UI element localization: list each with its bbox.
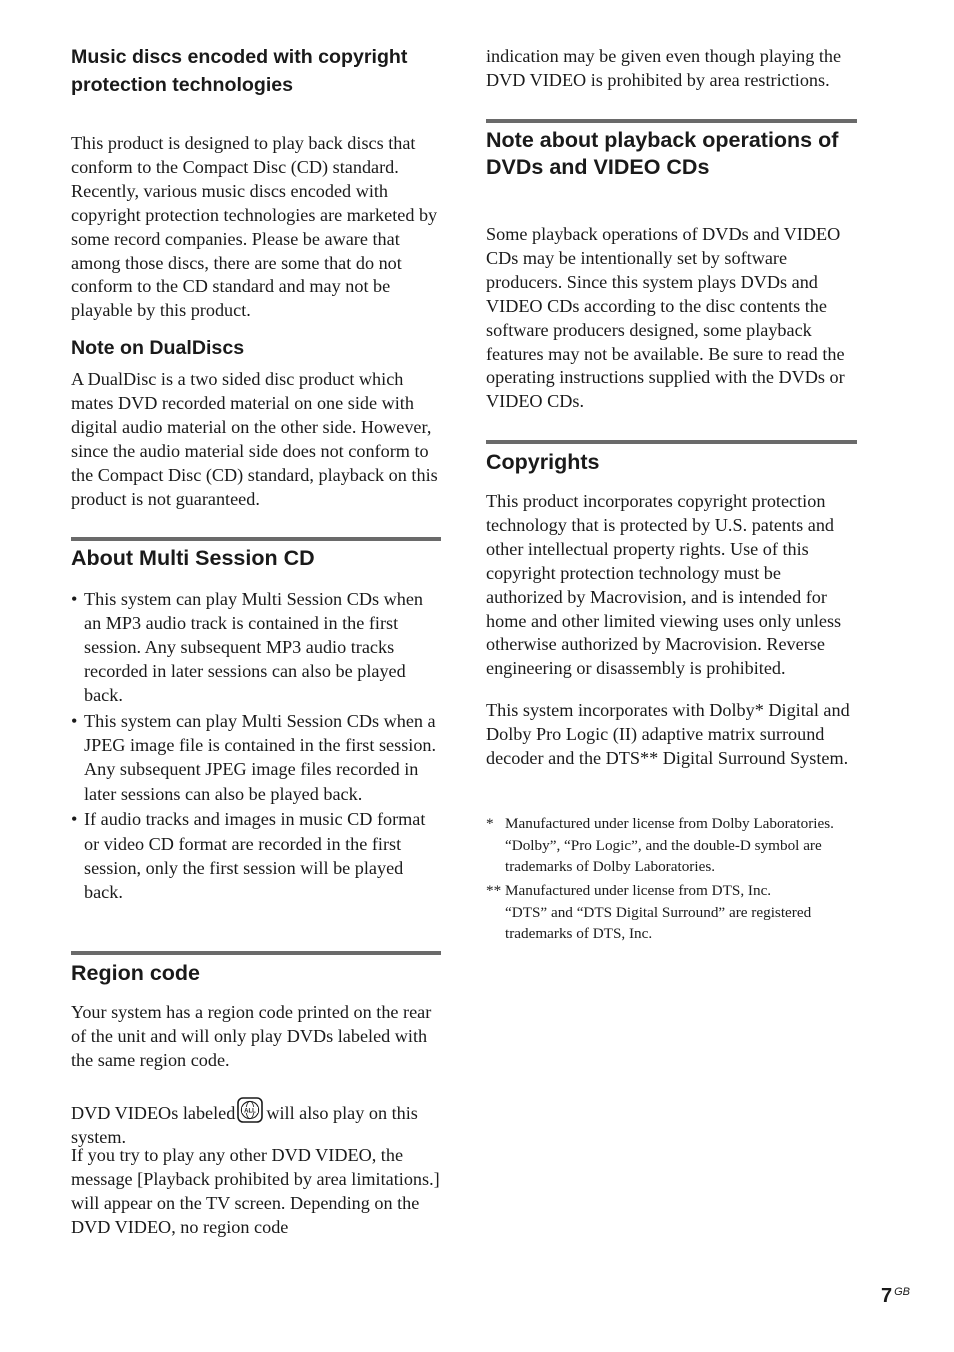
all-icon-label: ALL: [244, 1108, 257, 1115]
region-code-heading: Region code: [71, 961, 201, 985]
footnote-line: “Dolby”, “Pro Logic”, and the double-D symbol are trademarks of Dolby Laboratories.: [505, 836, 822, 876]
footnote-item: [486, 880, 857, 945]
region-all-text-before: DVD VIDEOs labeled: [71, 1103, 236, 1123]
list-item-text: This system can play Multi Session CDs when an MP3 audio track is contained in the first session. Any subsequent MP3 audio tracks recorded in later sessions can also be played back.: [84, 589, 423, 706]
footnote-line: Manufactured under license from DTS, Inc.: [505, 882, 772, 900]
list-item: [71, 807, 441, 903]
dualdisc-heading: Note on DualDiscs: [71, 337, 245, 359]
multi-session-list: [71, 587, 441, 906]
list-item-text: This system can play Multi Session CDs when a JPEG image file is contained in the first session. Any subsequent JPEG image files recorded in later sessions can also be played back.: [84, 711, 437, 804]
bullet-mark: •: [71, 589, 78, 609]
list-item: [71, 587, 441, 707]
copyright-discs-heading: Music discs encoded with copyright protection technologies: [71, 46, 408, 96]
dualdisc-paragraph: A DualDisc is a two sided disc product which mates DVD recorded material on one side with digital audio material on the other side. However, since the audio material side does not conform to the Compact Disc (CD) standard, playback on this product is not guaranteed.: [71, 369, 438, 509]
multi-session-heading: About Multi Session CD: [71, 546, 315, 570]
list-item: [71, 709, 441, 805]
region-prohibited-paragraph: If you try to play any other DVD VIDEO, the message [Playback prohibited by area limitations.] will appear on the TV screen. Depending on the DVD VIDEO, no region code: [71, 1145, 440, 1237]
region-all-globe-icon: [237, 1097, 263, 1123]
copyrights-heading: Copyrights: [486, 450, 600, 474]
footnote-marker: **: [486, 882, 502, 900]
copyrights-paragraph: This product incorporates copyright protection technology that is protected by U.S. patents and other intellectual property rights. Use of this copyright protection technology must be authorized by Macrovision, and is intended for home and other limited viewing uses only unless otherwise authorized by Macrovision. Reverse engineering or disassembly is prohibited.: [486, 491, 842, 679]
section-rule: [71, 537, 441, 541]
page-number: [881, 1285, 910, 1308]
dolby-dts-paragraph: This system incorporates with Dolby* Digital and Dolby Pro Logic (II) adaptive matrix surround decoder and the DTS** Digital Surround System.: [486, 700, 850, 768]
footnotes: [486, 813, 857, 948]
list-item-text: If audio tracks and images in music CD format or video CD format are recorded in the first session, only the first session will be played back.: [84, 809, 426, 902]
section-rule: [486, 440, 857, 444]
footnote-line: Manufactured under license from Dolby Laboratories.: [505, 815, 834, 832]
bullet-mark: •: [71, 809, 78, 830]
playback-operations-heading: Note about playback operations of DVDs and VIDEO CDs: [486, 128, 839, 180]
playback-operations-paragraph: Some playback operations of DVDs and VIDEO CDs may be intentionally set by software producers. Since this system plays DVDs and VIDEO CDs according to the disc contents the software producers designed, some playback features may not be available. Be sure to read the operating instructions supplied with the DVDs or VIDEO CDs.: [486, 224, 845, 412]
section-rule: [486, 119, 857, 123]
region-all-paragraph: [71, 1097, 441, 1150]
region-code-paragraph: Your system has a region code printed on the rear of the unit and will only play DVDs labeled with the same region code.: [71, 1002, 432, 1070]
page-number-suffix: GB: [894, 1286, 911, 1298]
region-all-text-after: will also play on this system.: [71, 1103, 418, 1147]
section-rule: [71, 951, 441, 955]
footnote-item: [486, 813, 857, 878]
continued-paragraph: indication may be given even though playing the DVD VIDEO is prohibited by area restrictions.: [486, 46, 842, 90]
bullet-mark: •: [71, 711, 78, 732]
footnote-marker: *: [486, 815, 494, 832]
page-number-value: 7: [881, 1285, 893, 1307]
footnote-line: “DTS” and “DTS Digital Surround” are registered trademarks of DTS, Inc.: [505, 903, 812, 943]
copyright-discs-paragraph: This product is designed to play back discs that conform to the Compact Disc (CD) standard. Recently, various music discs encoded with copyright protection technologies are marketed by some record companies. Please be aware that among those discs, there are some that do not conform to the CD standard and may not be playable by this product.: [71, 133, 438, 321]
